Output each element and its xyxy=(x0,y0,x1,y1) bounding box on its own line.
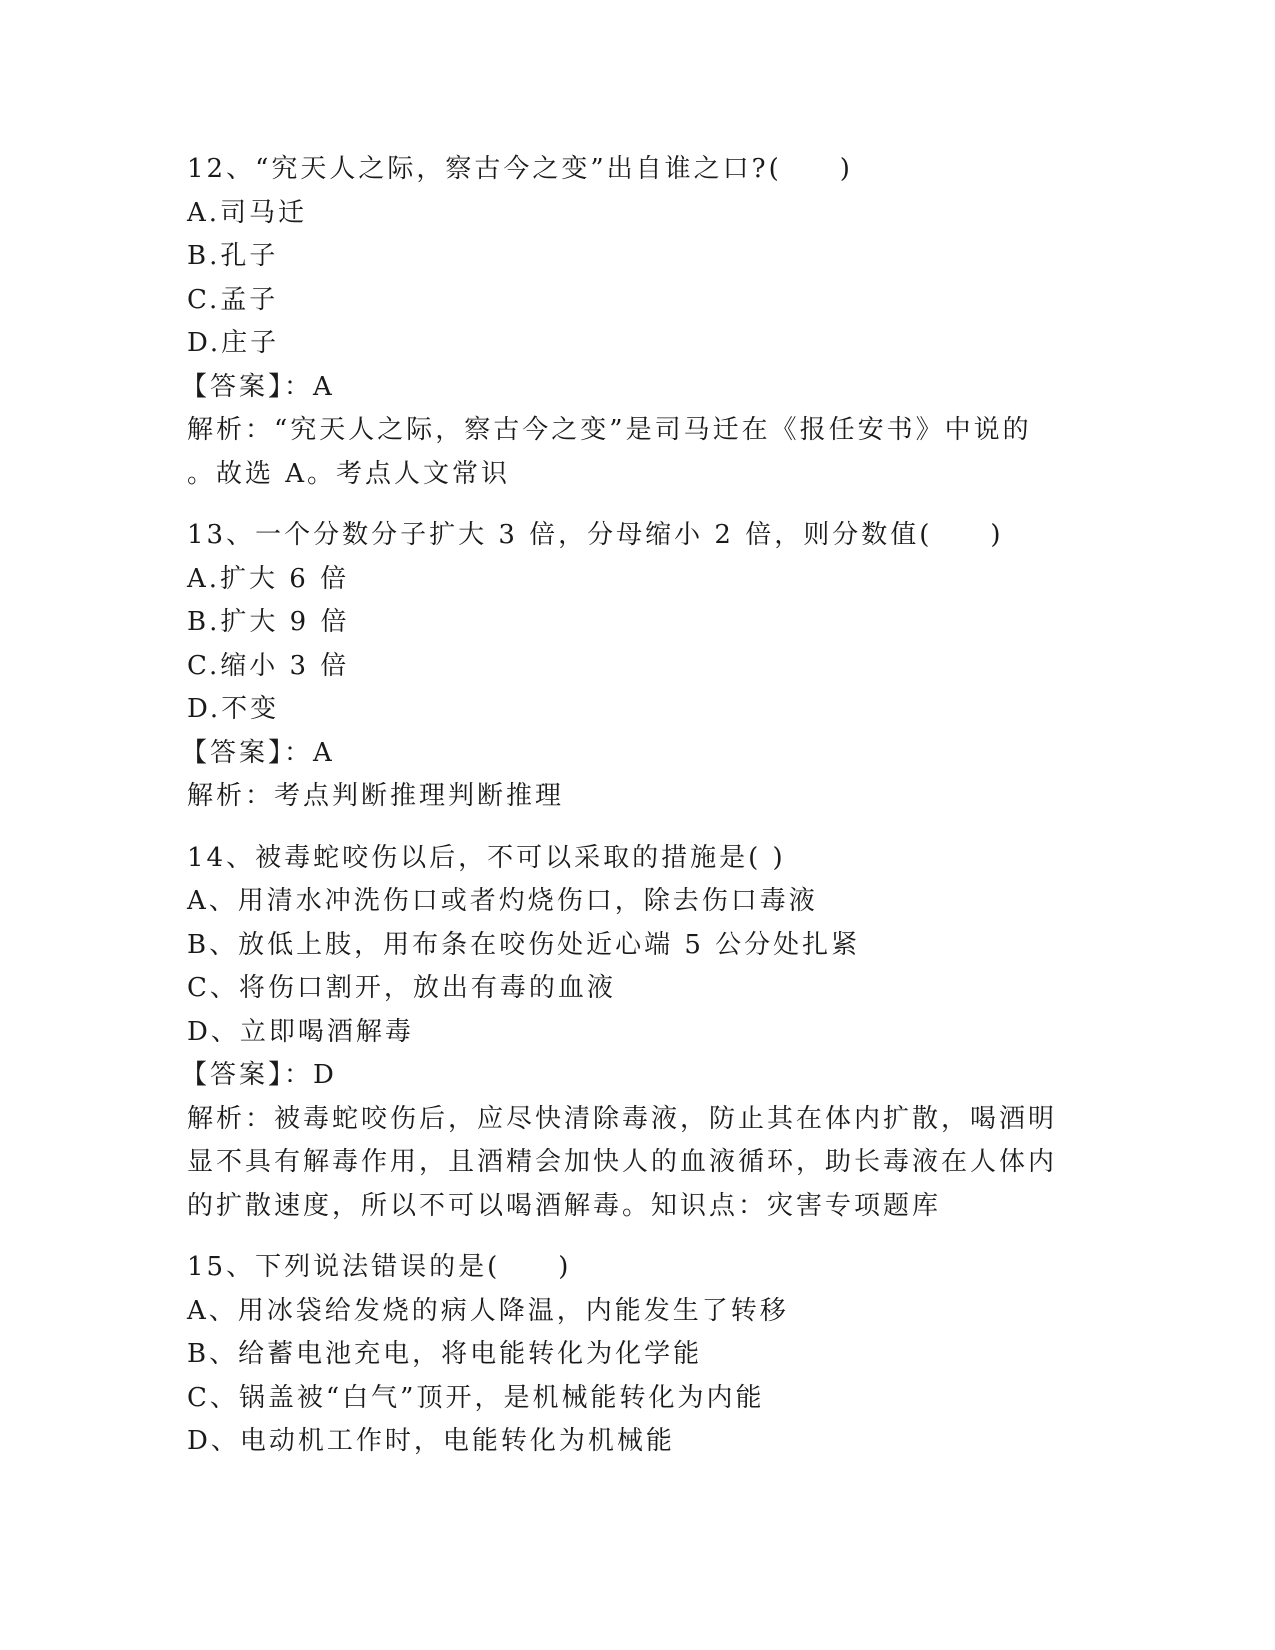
option-d: D、电动机工作时，电能转化为机械能 xyxy=(187,1426,675,1456)
option-a: A.扩大 6 倍 xyxy=(187,563,350,594)
option-b: B.孔子 xyxy=(187,241,279,271)
question-stem: 15、下列说法错误的是( ) xyxy=(187,1252,572,1282)
option-c: C、将伤口割开，放出有毒的血液 xyxy=(187,973,616,1003)
option-c: C.缩小 3 倍 xyxy=(187,650,350,681)
analysis-line: 。故选 A。考点人文常识 xyxy=(187,458,511,489)
question-13 xyxy=(181,514,1067,819)
option-d: D.不变 xyxy=(187,694,280,724)
option-b: B、给蓄电池充电，将电能转化为化学能 xyxy=(187,1339,703,1369)
question-stem: 14、被毒蛇咬伤以后，不可以采取的措施是( ) xyxy=(187,842,786,873)
option-c: C、锅盖被“白气”顶开，是机械能转化为内能 xyxy=(187,1382,765,1413)
option-b: B、放低上肢，用布条在咬伤处近心端 5 公分处扎紧 xyxy=(187,929,861,960)
option-b: B.扩大 9 倍 xyxy=(187,607,350,637)
question-14 xyxy=(181,837,1067,1229)
analysis-line: 解析：被毒蛇咬伤后，应尽快清除毒液，防止其在体内扩散，喝酒明 xyxy=(187,1103,1058,1134)
question-12 xyxy=(181,148,1067,496)
option-d: D、立即喝酒解毒 xyxy=(187,1016,414,1047)
option-d: D.庄子 xyxy=(187,328,280,358)
answer: 【答案】：D xyxy=(181,1060,337,1090)
analysis-line: 解析：考点判断推理判断推理 xyxy=(187,781,565,811)
document-page xyxy=(181,148,1067,1464)
option-a: A、用清水冲洗伤口或者灼烧伤口，除去伤口毒液 xyxy=(187,886,818,916)
answer: 【答案】：A xyxy=(181,371,335,402)
answer: 【答案】：A xyxy=(181,737,335,768)
question-stem: 12、“究天人之际，察古今之变”出自谁之口?( ) xyxy=(187,154,853,184)
analysis-line: 的扩散速度，所以不可以喝酒解毒。知识点：灾害专项题库 xyxy=(187,1190,942,1221)
analysis-line: 显不具有解毒作用，且酒精会加快人的血液循环，助长毒液在人体内 xyxy=(187,1147,1058,1177)
option-a: A.司马迁 xyxy=(187,197,308,228)
question-15 xyxy=(187,1246,1067,1464)
option-a: A、用冰袋给发烧的病人降温，内能发生了转移 xyxy=(187,1295,789,1326)
analysis-line: 解析：“究天人之际，察古今之变”是司马迁在《报任安书》中说的 xyxy=(187,415,1032,445)
option-c: C.孟子 xyxy=(187,284,279,315)
question-stem: 13、一个分数分子扩大 3 倍，分母缩小 2 倍，则分数值( ) xyxy=(187,520,1004,550)
